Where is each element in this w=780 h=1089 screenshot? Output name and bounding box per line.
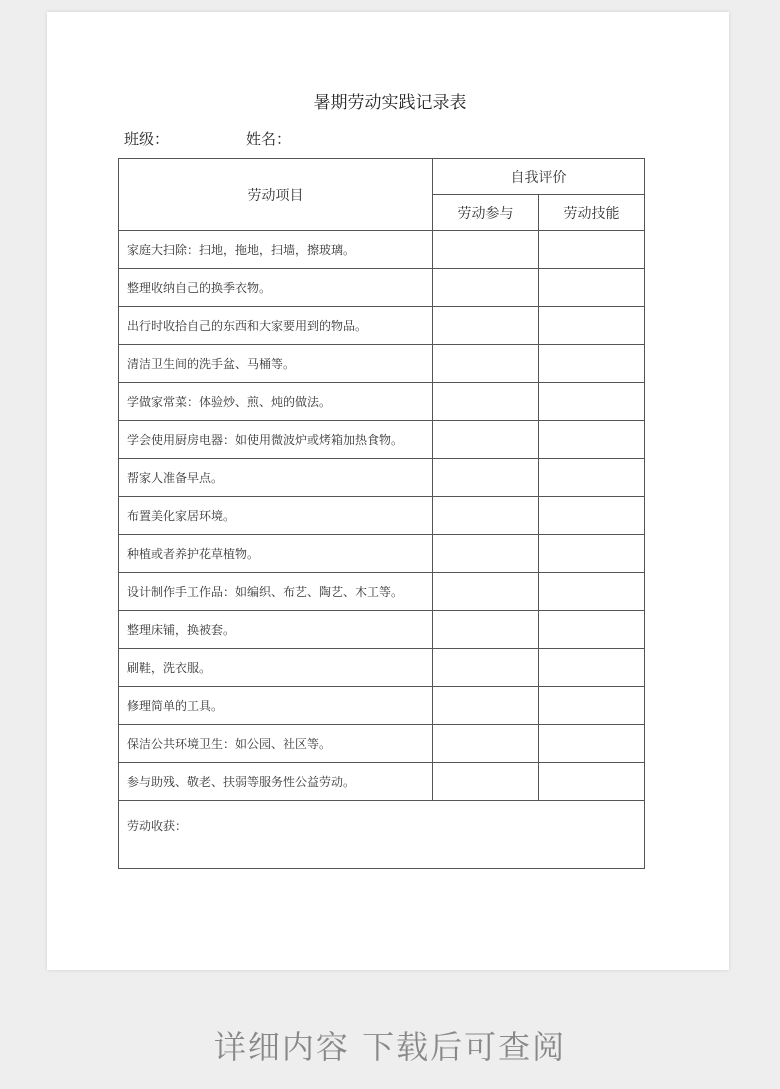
table-row bbox=[119, 611, 645, 649]
item-label: 学会使用厨房电器：如使用微波炉或烤箱加热食物。 bbox=[119, 421, 433, 459]
skill-cell[interactable] bbox=[539, 687, 645, 725]
table-row bbox=[119, 725, 645, 763]
participation-cell[interactable] bbox=[433, 307, 539, 345]
participation-cell[interactable] bbox=[433, 725, 539, 763]
skill-cell[interactable] bbox=[539, 307, 645, 345]
skill-cell[interactable] bbox=[539, 459, 645, 497]
table-row bbox=[119, 269, 645, 307]
skill-cell[interactable] bbox=[539, 535, 645, 573]
item-label: 保洁公共环境卫生：如公园、社区等。 bbox=[119, 725, 433, 763]
skill-cell[interactable] bbox=[539, 269, 645, 307]
item-label: 刷鞋，洗衣服。 bbox=[119, 649, 433, 687]
participation-cell[interactable] bbox=[433, 383, 539, 421]
participation-cell[interactable] bbox=[433, 763, 539, 801]
table-row bbox=[119, 231, 645, 269]
skill-cell[interactable] bbox=[539, 383, 645, 421]
participation-cell[interactable] bbox=[433, 459, 539, 497]
table-row bbox=[119, 421, 645, 459]
item-label: 整理收纳自己的换季衣物。 bbox=[119, 269, 433, 307]
participation-cell[interactable] bbox=[433, 573, 539, 611]
skill-cell[interactable] bbox=[539, 345, 645, 383]
item-label: 帮家人准备早点。 bbox=[119, 459, 433, 497]
table-row bbox=[119, 345, 645, 383]
skill-cell[interactable] bbox=[539, 573, 645, 611]
download-notice: 详细内容 下载后可查阅 bbox=[213, 1028, 567, 1066]
item-label: 种植或者养护花草植物。 bbox=[119, 535, 433, 573]
skill-cell[interactable] bbox=[539, 649, 645, 687]
table-row bbox=[119, 687, 645, 725]
participation-cell[interactable] bbox=[433, 535, 539, 573]
item-label: 清洁卫生间的洗手盆、马桶等。 bbox=[119, 345, 433, 383]
table-row bbox=[119, 649, 645, 687]
skill-cell[interactable] bbox=[539, 725, 645, 763]
participation-cell[interactable] bbox=[433, 687, 539, 725]
table-row bbox=[119, 307, 645, 345]
header-item: 劳动项目 bbox=[119, 159, 433, 231]
item-label: 参与助残、敬老、扶弱等服务性公益劳动。 bbox=[119, 763, 433, 801]
skill-cell[interactable] bbox=[539, 497, 645, 535]
skill-cell[interactable] bbox=[539, 421, 645, 459]
item-label: 家庭大扫除：扫地，拖地，扫墙，擦玻璃。 bbox=[119, 231, 433, 269]
record-table bbox=[118, 158, 645, 869]
header-participation: 劳动参与 bbox=[433, 195, 539, 231]
participation-cell[interactable] bbox=[433, 231, 539, 269]
participation-cell[interactable] bbox=[433, 345, 539, 383]
table-row bbox=[119, 383, 645, 421]
participation-cell[interactable] bbox=[433, 269, 539, 307]
skill-cell[interactable] bbox=[539, 763, 645, 801]
name-label: 姓名： bbox=[246, 130, 292, 148]
participation-cell[interactable] bbox=[433, 649, 539, 687]
table-row bbox=[119, 573, 645, 611]
participation-cell[interactable] bbox=[433, 611, 539, 649]
participation-cell[interactable] bbox=[433, 421, 539, 459]
harvest-label[interactable]: 劳动收获： bbox=[119, 801, 645, 869]
skill-cell[interactable] bbox=[539, 231, 645, 269]
harvest-row bbox=[119, 801, 645, 869]
table-row bbox=[119, 459, 645, 497]
table-row bbox=[119, 497, 645, 535]
header-skill: 劳动技能 bbox=[539, 195, 645, 231]
table-row bbox=[119, 535, 645, 573]
item-label: 学做家常菜：体验炒、煎、炖的做法。 bbox=[119, 383, 433, 421]
item-label: 设计制作手工作品：如编织、布艺、陶艺、木工等。 bbox=[119, 573, 433, 611]
item-label: 修理简单的工具。 bbox=[119, 687, 433, 725]
item-label: 整理床铺，换被套。 bbox=[119, 611, 433, 649]
header-self-eval: 自我评价 bbox=[433, 159, 645, 195]
item-label: 布置美化家居环境。 bbox=[119, 497, 433, 535]
participation-cell[interactable] bbox=[433, 497, 539, 535]
skill-cell[interactable] bbox=[539, 611, 645, 649]
class-label: 班级： bbox=[124, 130, 170, 148]
page-title: 暑期劳动实践记录表 bbox=[313, 93, 467, 113]
table-row bbox=[119, 763, 645, 801]
item-label: 出行时收拾自己的东西和大家要用到的物品。 bbox=[119, 307, 433, 345]
